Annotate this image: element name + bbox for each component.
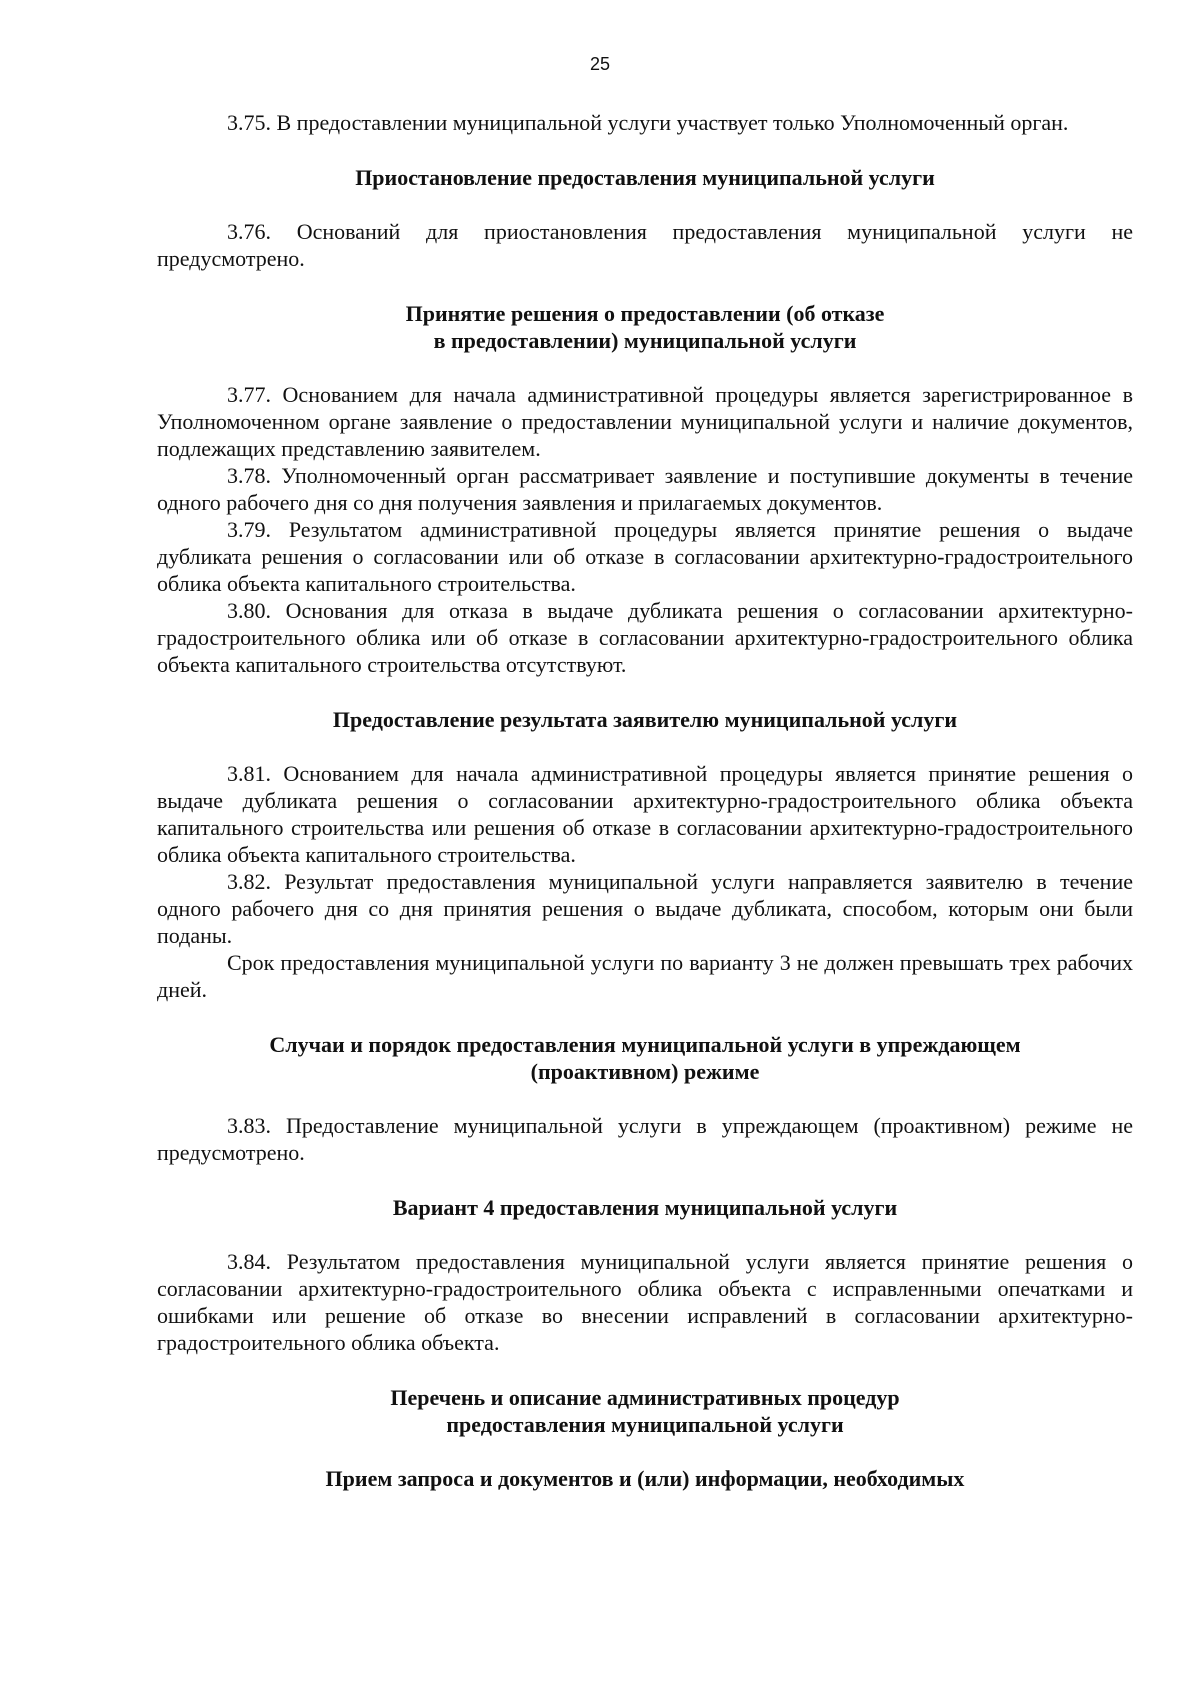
- heading-decision-line-2: в предоставлении) муниципальной услуги: [433, 328, 857, 353]
- heading-proactive-line-1: Случаи и порядок предоставления муниципальной услуги в упреждающем: [269, 1032, 1021, 1057]
- paragraph-3-83: 3.83. Предоставление муниципальной услуги в упреждающем (проактивном) режиме не предусмотрено.: [157, 1113, 1133, 1165]
- heading-variant-4: Вариант 4 предоставления муниципальной услуги: [392, 1195, 898, 1220]
- paragraph-3-82: 3.82. Результат предоставления муниципальной услуги направляется заявителю в течение одного рабочего дня со дня принятия решения о выдаче дубликата, способом, которым они были поданы.: [157, 869, 1133, 948]
- paragraph-term: Срок предоставления муниципальной услуги по варианту 3 не должен превышать трех рабочих дней.: [157, 950, 1133, 1002]
- paragraph-3-79: 3.79. Результатом административной процедуры является принятие решения о выдаче дубликата решения о согласовании или об отказе в согласовании архитектурно-градостроительного облика объекта капитального строительства.: [157, 517, 1133, 596]
- document-body: [157, 109, 1133, 1492]
- heading-proactive: [157, 1031, 1133, 1085]
- paragraph-3-75: 3.75. В предоставлении муниципальной услуги участвует только Уполномоченный орган.: [227, 110, 1069, 135]
- heading-procedures-line-2: предоставления муниципальной услуги: [446, 1412, 844, 1437]
- paragraph-3-84: 3.84. Результатом предоставления муниципальной услуги является принятие решения о согласовании архитектурно-градостроительного облика объекта с исправленными опечатками и ошибками или решение об отказе во внесении исправлений в согласовании архитектурно-градостроительного облика объекта.: [157, 1249, 1133, 1355]
- paragraph-3-80: 3.80. Основания для отказа в выдаче дубликата решения о согласовании архитектурно-градостроительного облика или об отказе в согласовании архитектурно-градостроительного облика объекта капитального строительства отсутствуют.: [157, 598, 1133, 677]
- heading-suspension: Приостановление предоставления муниципальной услуги: [355, 165, 935, 190]
- heading-request-intake: Прием запроса и документов и (или) информации, необходимых: [325, 1466, 965, 1491]
- paragraph-3-81: 3.81. Основанием для начала административной процедуры является принятие решения о выдаче дубликата решения о согласовании архитектурно-градостроительного облика объекта капитального строительства или решения об отказе в согласовании архитектурно-градостроительного облика объекта капитального строительства.: [157, 761, 1133, 867]
- heading-decision-line-1: Принятие решения о предоставлении (об отказе: [405, 301, 885, 326]
- heading-decision: [157, 300, 1133, 354]
- paragraph-3-77: 3.77. Основанием для начала административной процедуры является зарегистрированное в Уполномоченном органе заявление о предоставлении муниципальной услуги и наличие документов, подлежащих представлению заявителем.: [157, 382, 1133, 461]
- heading-procedures-line-1: Перечень и описание административных процедур: [390, 1385, 900, 1410]
- heading-result-to-applicant: Предоставление результата заявителю муниципальной услуги: [332, 707, 958, 732]
- paragraph-3-78: 3.78. Уполномоченный орган рассматривает заявление и поступившие документы в течение одного рабочего дня со дня получения заявления и прилагаемых документов.: [157, 463, 1133, 515]
- heading-proactive-line-2: (проактивном) режиме: [530, 1059, 760, 1084]
- page-number: 25: [589, 54, 611, 74]
- heading-procedures-list: [157, 1384, 1133, 1438]
- paragraph-3-76: 3.76. Оснований для приостановления предоставления муниципальной услуги не предусмотрено.: [157, 219, 1133, 271]
